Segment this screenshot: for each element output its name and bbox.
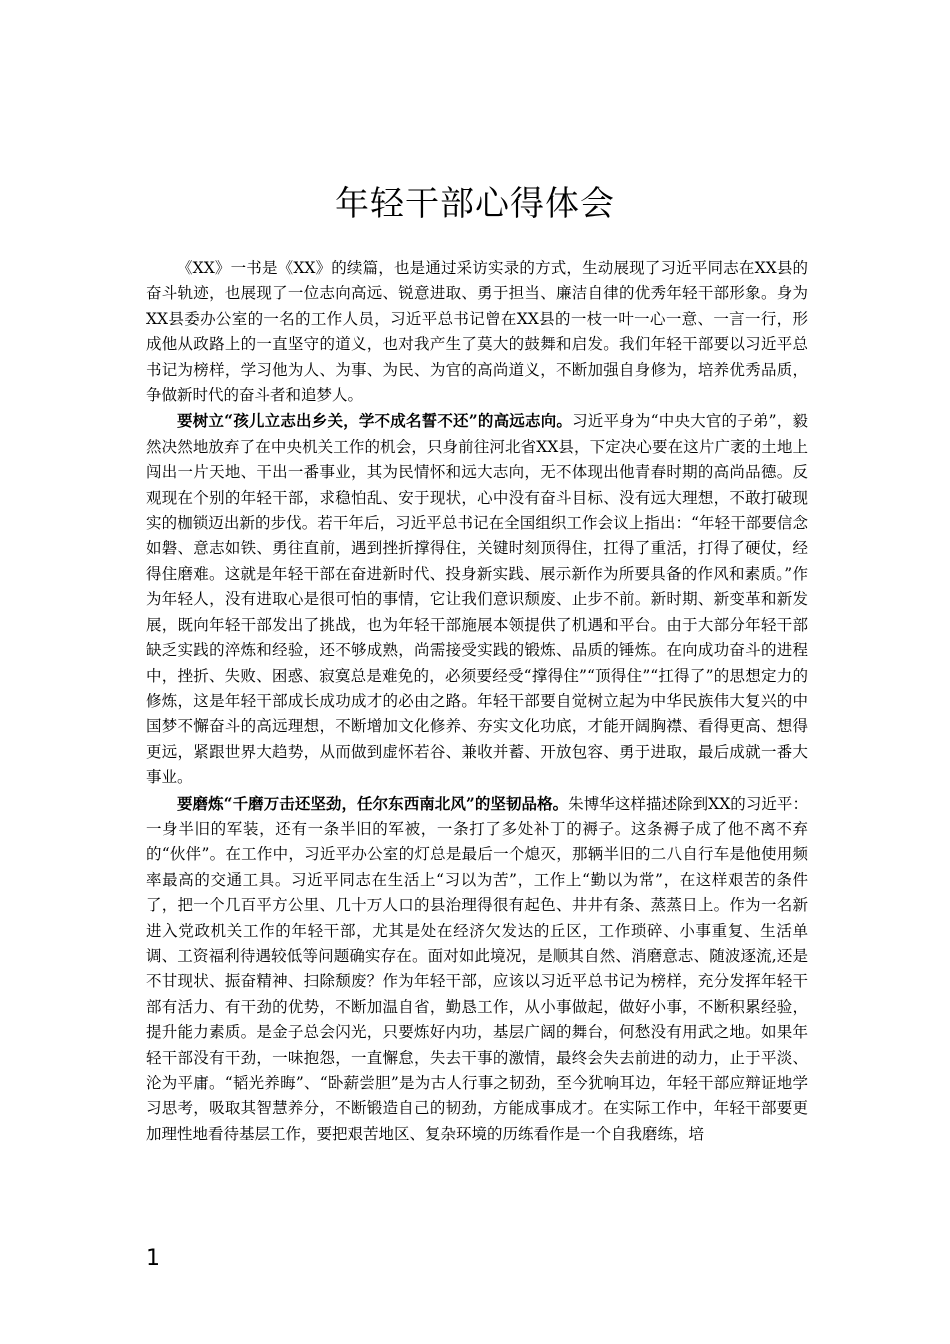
paragraph-heading: 要磨炼“千磨万击还坚劲，任尔东西南北风”的坚韧品格。	[177, 793, 569, 813]
document-title: 年轻干部心得体会	[335, 184, 615, 224]
paragraph-resilience	[146, 791, 808, 1148]
paragraph-text: 《XX》一书是《XX》的续篇，也是通过采访实录的方式，生动展现了习近平同志在XX县的奋斗轨迹，也展现了一位志向高远、锐意进取、勇于担当、廉洁自律的优秀年轻干部形象。身为XX县委办公室的一名的工作人员，习近平总书记曾在XX县的一枝一叶一心一意、一言一行，形成他从政路上的一直坚守的道义，也对我产生了莫大的鼓舞和启发。我们年轻干部要以习近平总书记为榜样，学习他为人、为事、为民、为官的高尚道义，不断加强自身修为，培养优秀品质，争做新时代的奋斗者和追梦人。	[146, 259, 808, 405]
document-body	[146, 256, 808, 1147]
paragraph-intro	[146, 256, 808, 408]
page-number: 1	[146, 1246, 160, 1271]
paragraph-text: 习近平身为“中央大官的子弟”，毅然决然地放弃了在中央机关工作的机会，只身前往河北省XX县，下定决心要在这片广袤的土地上闯出一片天地、干出一番事业，其为民情怀和远大志向，无不体现出他青春时期的高尚品德。反观现在个别的年轻干部，求稳怕乱、安于现状，心中没有奋斗目标、没有远大理想，不敢打破现实的枷锁迈出新的步伐。若干年后，习近平总书记在全国组织工作会议上指出：“年轻干部要信念如磐、意志如铁、勇往直前，遇到挫折撑得住，关键时刻顶得住，扛得了重活，打得了硬仗，经得住磨难。这就是年轻干部在奋进新时代、投身新实践、展示新作为所要具备的作风和素质。”作为年轻人，没有进取心是很可怕的事情，它让我们意识颓废、止步不前。新时期、新变革和新发展，既向年轻干部发出了挑战，也为年轻干部施展本领提供了机遇和平台。由于大部分年轻干部缺乏实践的淬炼和经验，还不够成熟，尚需接受实践的锻炼、品质的锤炼。在向成功奋斗的进程中，挫折、失败、困惑、寂寞总是难免的，必须要经受“撑得住”“顶得住”“扛得了”的思想定力的修炼，这是年轻干部成长成功成才的必由之路。年轻干部要自觉树立起为中华民族伟大复兴的中国梦不懈奋斗的高远理想，不断增加文化修养、夯实文化功底，才能开阔胸襟、看得更高、想得更远，紧跟世界大趋势，从而做到虚怀若谷、兼收并蓄、开放包容、勇于进取，最后成就一番大事业。	[146, 412, 808, 787]
paragraph-text: 朱博华这样描述除到XX的习近平：一身半旧的军装，还有一条半旧的军被，一条打了多处补丁的褥子。这条褥子成了他不离不弃的“伙伴”。在工作中，习近平办公室的灯总是最后一个熄灭，那辆半旧的二八自行车是他使用频率最高的交通工具。习近平同志在生活上“习以为苦”，工作上“勤以为常”，在这样艰苦的条件了，把一个几百平方公里、几十万人口的县治理得很有起色、井井有条、蒸蒸日上。作为一名新进入党政机关工作的年轻干部，尤其是处在经济欠发达的丘区，工作琐碎、小事重复、生活单调、工资福利待遇较低等问题确实存在。面对如此境况，是顺其自然、消磨意志、随波逐流,还是不甘现状、振奋精神、扫除颓废？作为年轻干部，应该以习近平总书记为榜样，充分发挥年轻干部有活力、有干劲的优势，不断加温自省，勤恳工作，从小事做起，做好小事，不断积累经验，提升能力素质。是金子总会闪光，只要炼好内功，基层广阔的舞台，何愁没有用武之地。如果年轻干部没有干劲，一味抱怨，一直懈怠，失去干事的激情，最终会失去前进的动力，止于平淡、沦为平庸。“韬光养晦”、“卧薪尝胆”是为古人行事之韧劲，至今犹响耳边，年轻干部应辩证地学习思考，吸取其智慧养分，不断锻造自己的韧劲，方能成事成才。在实际工作中，年轻干部要更加理性地看待基层工作，要把艰苦地区、复杂环境的历练看作是一个自我磨练，培	[146, 794, 808, 1143]
paragraph-heading: 要树立“孩儿立志出乡关，学不成名誓不还”的高远志向。	[177, 411, 573, 431]
paragraph-ambition	[146, 408, 808, 790]
